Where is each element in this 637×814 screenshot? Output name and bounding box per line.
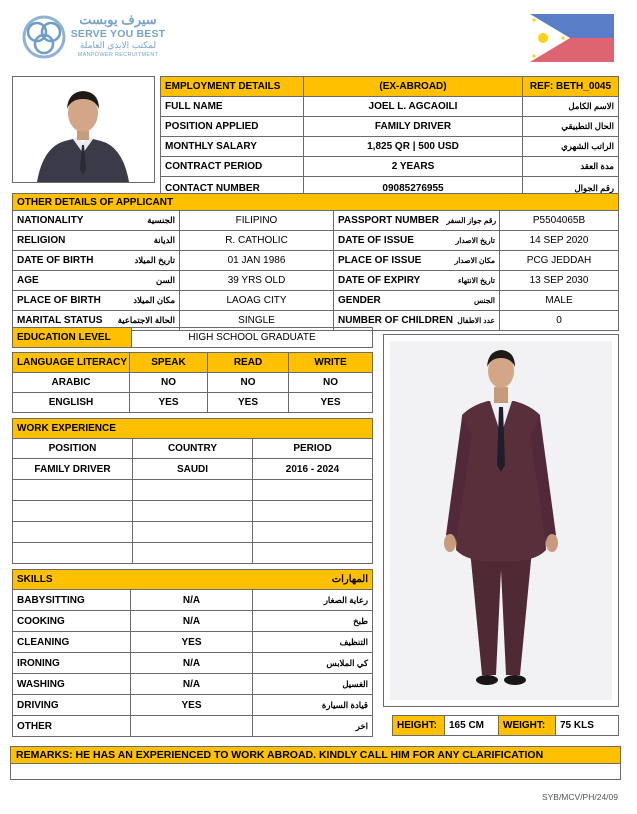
skill-row	[13, 611, 373, 632]
detail-value: PCG JEDDAH	[500, 251, 619, 271]
detail-label: PASSPORT NUMBER	[334, 211, 443, 231]
position-applied-value: FAMILY DRIVER	[304, 117, 523, 137]
skill-label: DRIVING	[13, 695, 131, 716]
skill-label-arabic: رعاية الصغار	[253, 590, 373, 611]
detail-label-arabic: مكان الميلاد	[93, 291, 180, 311]
detail-value: 14 SEP 2020	[500, 231, 619, 251]
detail-value: 0	[500, 311, 619, 331]
other-details-row	[13, 251, 619, 271]
skill-value: YES	[131, 695, 253, 716]
detail-label-arabic: رقم جواز السفر	[443, 211, 500, 231]
logo-emblem-icon	[22, 15, 66, 59]
detail-label: RELIGION	[13, 231, 93, 251]
work-experience-row	[13, 522, 373, 543]
skill-row	[13, 674, 373, 695]
work-country	[133, 501, 253, 522]
detail-label: PLACE OF BIRTH	[13, 291, 93, 311]
work-period	[253, 501, 373, 522]
remarks-bar: REMARKS: HE HAS AN EXPERIENCED TO WORK ABROAD. KINDLY CALL HIM FOR ANY CLARIFICATION	[10, 746, 621, 764]
contract-period-value: 2 YEARS	[304, 157, 523, 177]
other-details-table	[12, 193, 619, 331]
weight-label: WEIGHT:	[499, 716, 556, 736]
language-speak: NO	[130, 373, 208, 393]
skill-value: N/A	[131, 611, 253, 632]
other-details-row	[13, 271, 619, 291]
work-experience-row	[13, 543, 373, 564]
skills-title: SKILLS	[13, 570, 253, 590]
skill-label-arabic: كي الملابس	[253, 653, 373, 674]
detail-label-arabic: تاريخ الميلاد	[93, 251, 180, 271]
detail-label-arabic: الجنس	[443, 291, 500, 311]
language-write: NO	[289, 373, 373, 393]
work-position: FAMILY DRIVER	[13, 459, 133, 480]
applicant-headshot-image	[13, 77, 154, 182]
work-period	[253, 522, 373, 543]
work-country-header: COUNTRY	[133, 439, 253, 459]
company-logo	[22, 12, 172, 62]
language-speak: YES	[130, 393, 208, 413]
skill-label: OTHER	[13, 716, 131, 737]
monthly-salary-arabic: الراتب الشهري	[523, 137, 619, 157]
full-name-label: FULL NAME	[161, 97, 304, 117]
logo-arabic-subtitle: لمكتب الايدي العاملة	[79, 40, 157, 50]
work-period	[253, 543, 373, 564]
detail-label: MARITAL STATUS	[13, 311, 93, 331]
skill-label: BABYSITTING	[13, 590, 131, 611]
detail-label-arabic: عدد الاطفال	[443, 311, 500, 331]
employment-details-title: EMPLOYMENT DETAILS	[161, 77, 304, 97]
weight-value: 75 KLS	[556, 716, 619, 736]
work-country	[133, 522, 253, 543]
contact-number-value: 09085276955	[304, 177, 523, 201]
position-applied-arabic: الحال التطبيقي	[523, 117, 619, 137]
contract-period-label: CONTRACT PERIOD	[161, 157, 304, 177]
work-experience-row	[13, 501, 373, 522]
monthly-salary-label: MONTHLY SALARY	[161, 137, 304, 157]
work-position	[13, 480, 133, 501]
detail-value: 39 YRS OLD	[180, 271, 334, 291]
skill-label: COOKING	[13, 611, 131, 632]
applicant-full-body-image	[384, 335, 618, 706]
work-experience-row	[13, 480, 373, 501]
write-header: WRITE	[289, 353, 373, 373]
work-period-header: PERIOD	[253, 439, 373, 459]
logo-arabic-name: سيرف يوبست	[79, 12, 157, 27]
height-label: HEIGHT:	[393, 716, 445, 736]
work-country	[133, 543, 253, 564]
work-position	[13, 501, 133, 522]
detail-label-arabic: السن	[93, 271, 180, 291]
skill-row	[13, 716, 373, 737]
other-details-title: OTHER DETAILS OF APPLICANT	[13, 194, 619, 211]
skill-label: CLEANING	[13, 632, 131, 653]
detail-label: PLACE OF ISSUE	[334, 251, 443, 271]
logo-english-name: SERVE YOU BEST	[70, 28, 166, 40]
logo-tagline: MANPOWER RECRUITMENT	[77, 52, 159, 58]
skill-value: N/A	[131, 653, 253, 674]
detail-label: DATE OF BIRTH	[13, 251, 93, 271]
skill-row	[13, 590, 373, 611]
detail-label-arabic: مكان الاصدار	[443, 251, 500, 271]
employment-details-table	[160, 76, 619, 201]
work-experience-row	[13, 459, 373, 480]
work-country	[133, 480, 253, 501]
work-position-header: POSITION	[13, 439, 133, 459]
work-period: 2016 - 2024	[253, 459, 373, 480]
skill-row	[13, 653, 373, 674]
education-level-label: EDUCATION LEVEL	[13, 328, 132, 348]
language-literacy-table	[12, 352, 373, 413]
detail-label: NATIONALITY	[13, 211, 93, 231]
document-code: SYB/MCV/PH/24/09	[541, 792, 618, 802]
detail-label: AGE	[13, 271, 93, 291]
contact-number-label: CONTACT NUMBER	[161, 177, 304, 201]
language-write: YES	[289, 393, 373, 413]
remarks-blank-line	[10, 764, 621, 780]
education-table	[12, 327, 373, 348]
detail-value: 01 JAN 1986	[180, 251, 334, 271]
position-applied-label: POSITION APPLIED	[161, 117, 304, 137]
skills-title-arabic: المهارات	[253, 570, 373, 590]
height-value: 165 CM	[445, 716, 499, 736]
full-name-arabic: الاسم الكامل	[523, 97, 619, 117]
language-header: LANGUAGE LITERACY	[13, 353, 130, 373]
detail-label: DATE OF EXPIRY	[334, 271, 443, 291]
language-read: YES	[208, 393, 289, 413]
skill-value	[131, 716, 253, 737]
detail-label-arabic: الديانة	[93, 231, 180, 251]
detail-label-arabic: تاريخ الاصدار	[443, 231, 500, 251]
physical-stats-table	[392, 715, 619, 736]
speak-header: SPEAK	[130, 353, 208, 373]
detail-value: R. CATHOLIC	[180, 231, 334, 251]
skill-row	[13, 695, 373, 716]
detail-label: NUMBER OF CHILDREN	[334, 311, 443, 331]
work-period	[253, 480, 373, 501]
monthly-salary-value: 1,825 QR | 500 USD	[304, 137, 523, 157]
detail-value: FILIPINO	[180, 211, 334, 231]
detail-value: LAOAG CITY	[180, 291, 334, 311]
work-country: SAUDI	[133, 459, 253, 480]
detail-value: SINGLE	[180, 311, 334, 331]
full-body-photo	[383, 334, 619, 707]
detail-label-arabic: الحالة الاجتماعية	[93, 311, 180, 331]
read-header: READ	[208, 353, 289, 373]
contract-period-arabic: مدة العقد	[523, 157, 619, 177]
detail-label: GENDER	[334, 291, 443, 311]
detail-value: P5504065B	[500, 211, 619, 231]
detail-label-arabic: الجنسية	[93, 211, 180, 231]
skill-label-arabic: التنظيف	[253, 632, 373, 653]
skill-label-arabic: الغسيل	[253, 674, 373, 695]
work-experience-title: WORK EXPERIENCE	[13, 419, 373, 439]
skills-table	[12, 569, 373, 737]
language-read: NO	[208, 373, 289, 393]
skill-row	[13, 632, 373, 653]
other-details-row	[13, 231, 619, 251]
other-details-row	[13, 211, 619, 231]
full-name-value: JOEL L. AGCAOILI	[304, 97, 523, 117]
other-details-row	[13, 291, 619, 311]
language-name: ARABIC	[13, 373, 130, 393]
work-position	[13, 543, 133, 564]
detail-label-arabic: تاريخ الانتهاء	[443, 271, 500, 291]
skill-value: YES	[131, 632, 253, 653]
skill-label-arabic: قيادة السيارة	[253, 695, 373, 716]
skill-label-arabic: اخر	[253, 716, 373, 737]
language-name: ENGLISH	[13, 393, 130, 413]
skill-label: WASHING	[13, 674, 131, 695]
detail-value: 13 SEP 2030	[500, 271, 619, 291]
skill-value: N/A	[131, 674, 253, 695]
employment-mode: (EX-ABROAD)	[304, 77, 523, 97]
skill-value: N/A	[131, 590, 253, 611]
work-experience-table	[12, 418, 373, 564]
detail-label: DATE OF ISSUE	[334, 231, 443, 251]
work-position	[13, 522, 133, 543]
contact-number-arabic: رقم الجوال	[523, 177, 619, 201]
philippines-flag-icon	[530, 14, 614, 62]
reference-number: REF: BETH_0045	[523, 77, 619, 97]
detail-value: MALE	[500, 291, 619, 311]
skill-label-arabic: طبخ	[253, 611, 373, 632]
skill-label: IRONING	[13, 653, 131, 674]
education-level-value: HIGH SCHOOL GRADUATE	[132, 328, 373, 348]
passport-photo	[12, 76, 155, 183]
